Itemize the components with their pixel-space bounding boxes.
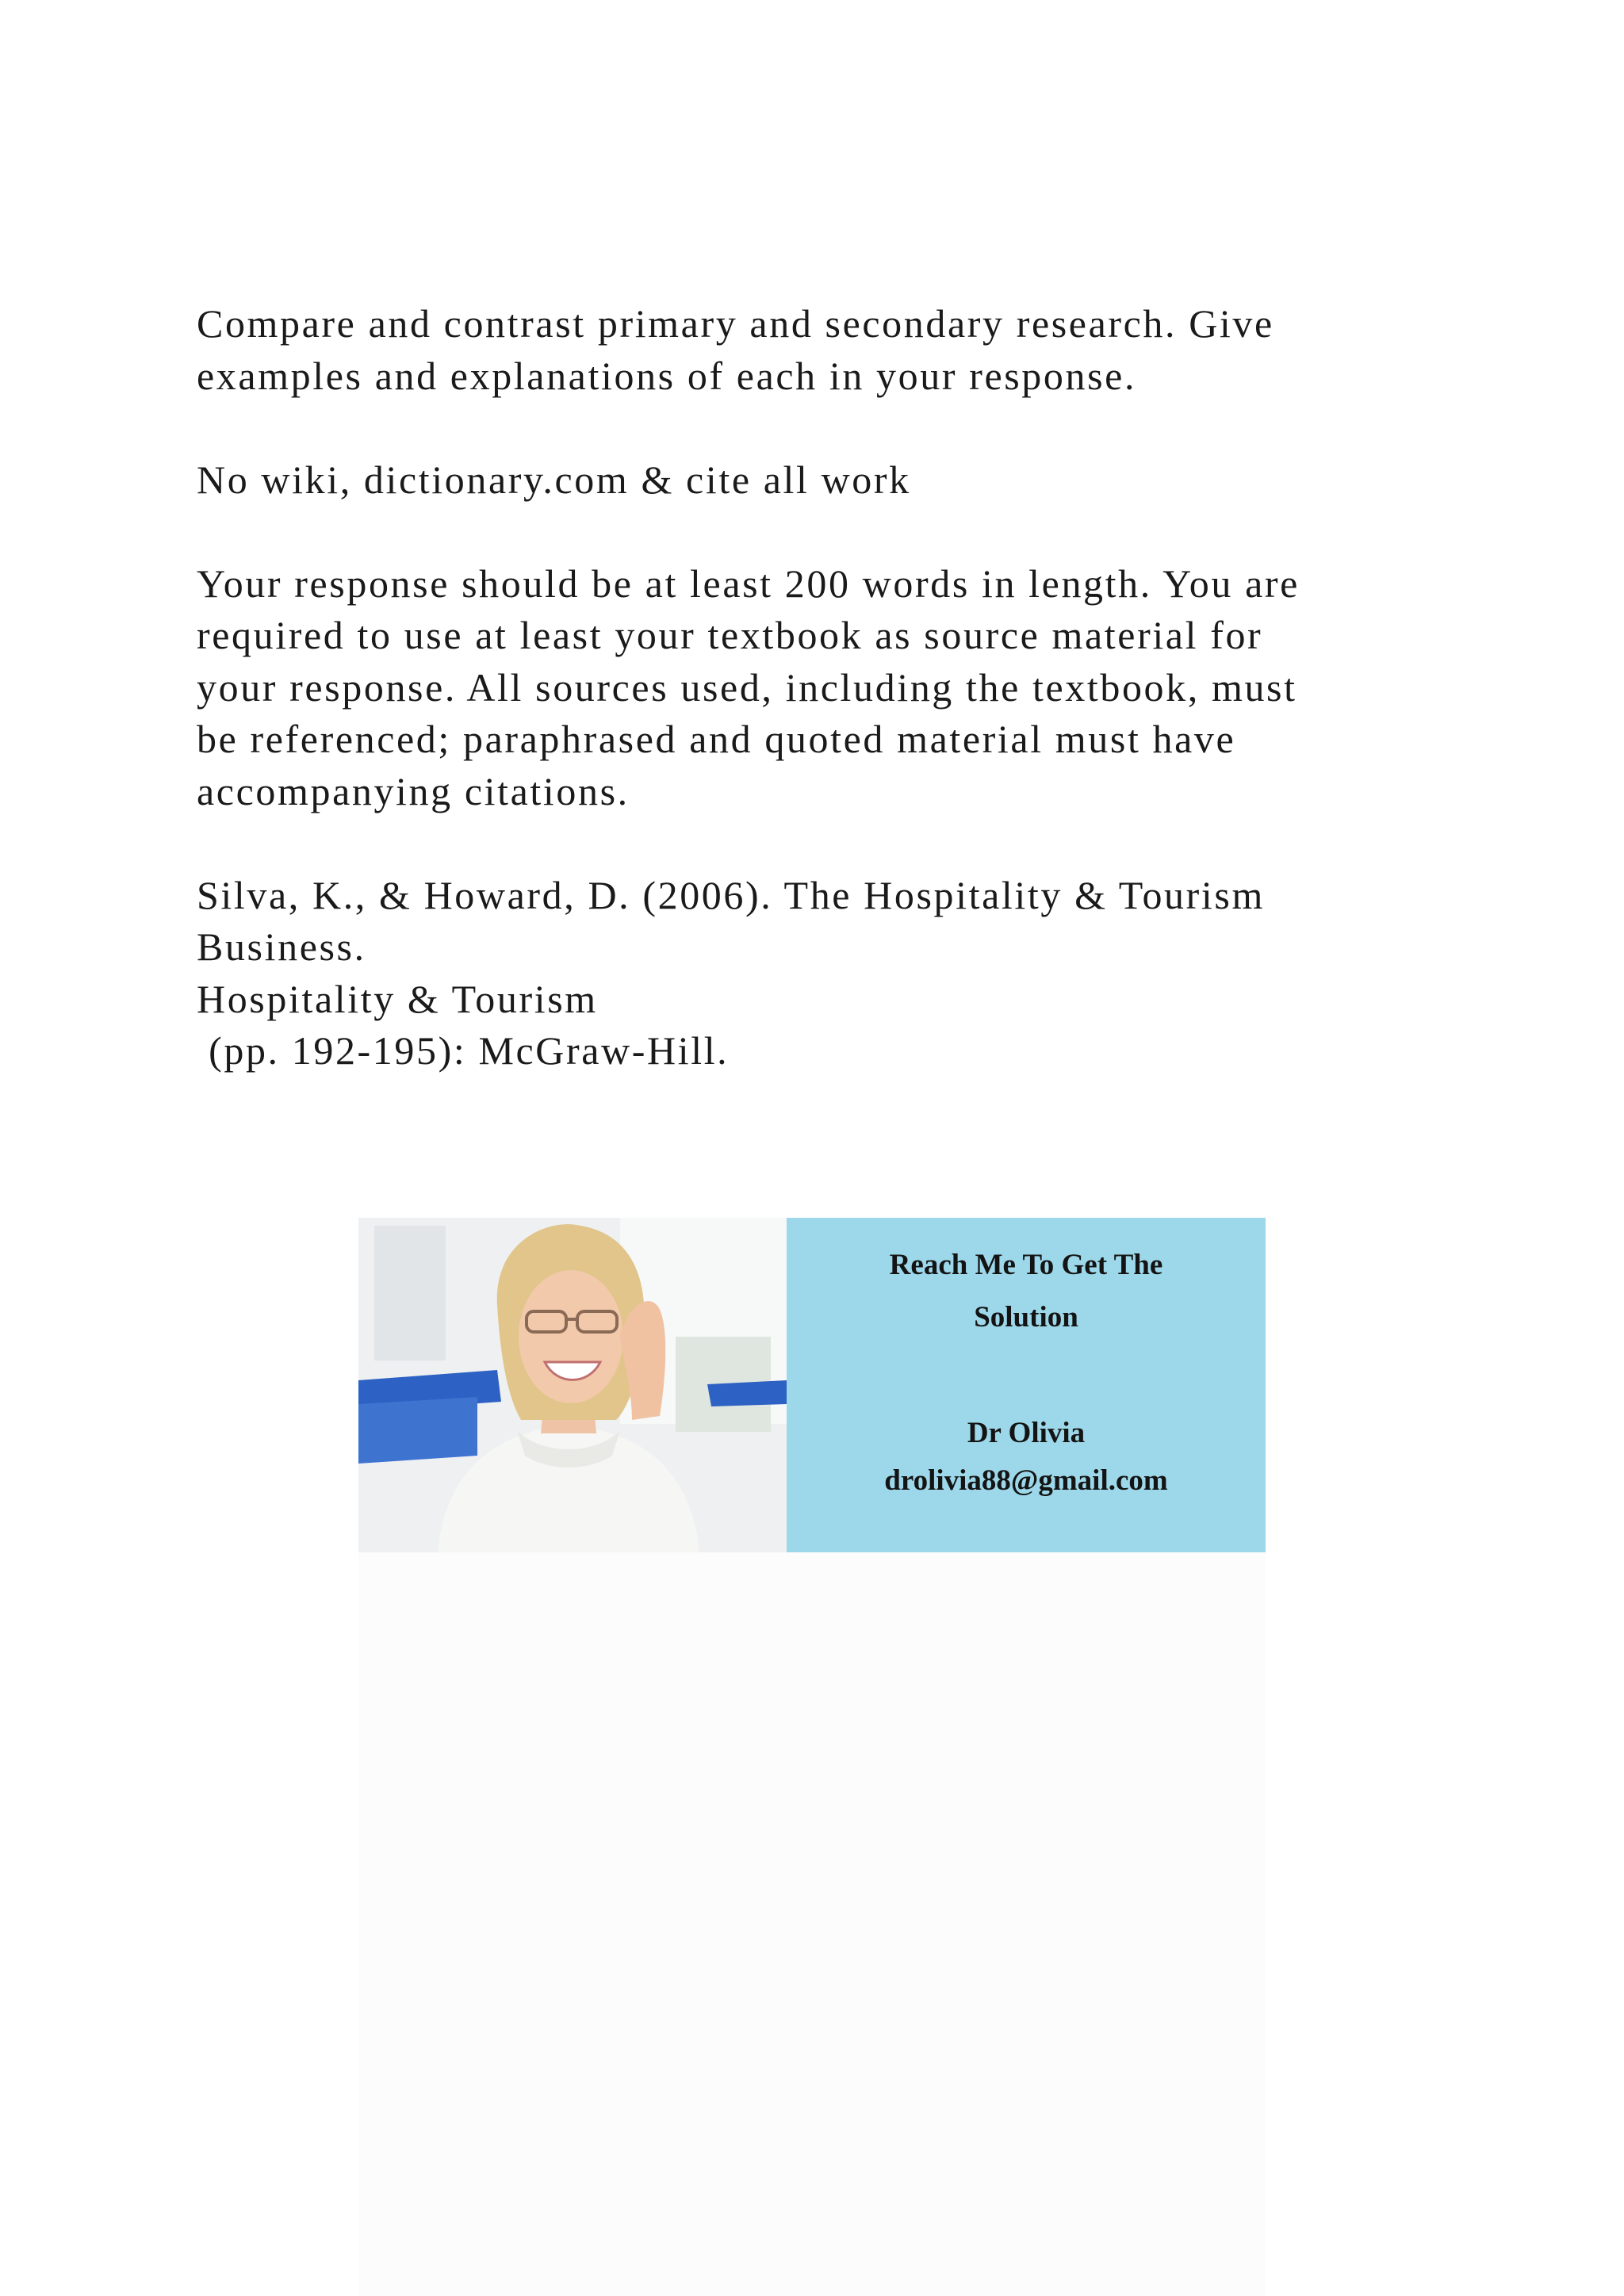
requirements-paragraph — [197, 558, 1434, 818]
requirements-line: required to use at least your textbook as source material for — [197, 613, 1263, 657]
prompt-paragraph — [197, 298, 1434, 402]
reference-paragraph — [197, 870, 1434, 1077]
requirements-line: be referenced; paraphrased and quoted material must have — [197, 717, 1236, 761]
requirements-line: your response. All sources used, including the textbook, must — [197, 664, 1297, 710]
contact-banner — [358, 1218, 1266, 1552]
rule-paragraph — [197, 454, 1434, 507]
banner-headline-continued: Solution — [974, 1301, 1078, 1334]
blank-panel — [358, 1552, 1266, 2296]
contact-name: Dr Olivia — [967, 1417, 1086, 1449]
reference-line: Business. — [197, 924, 366, 969]
requirements-line: Your response should be at least 200 words in length. You are — [197, 561, 1300, 606]
prompt-line: examples and explanations of each in your response. — [197, 353, 1137, 398]
reference-line: Silva, K., & Howard, D. (2006). The Hospitality & Tourism — [197, 872, 1265, 917]
reference-line: (pp. 192-195): McGraw-Hill. — [197, 1028, 730, 1073]
woman-photo-illustration — [358, 1218, 787, 1552]
prompt-line: Compare and contrast primary and secondary research. Give — [197, 301, 1274, 346]
document-body — [197, 298, 1434, 1077]
contact-email: drolivia88@gmail.com — [884, 1464, 1168, 1497]
banner-photo — [358, 1218, 787, 1552]
rule-line: No wiki, dictionary.com & cite all work — [197, 457, 911, 502]
contact-info-panel — [787, 1218, 1266, 1552]
requirements-line: accompanying citations. — [197, 768, 630, 813]
banner-headline: Reach Me To Get The — [889, 1249, 1163, 1281]
reference-line: Hospitality & Tourism — [197, 976, 598, 1021]
